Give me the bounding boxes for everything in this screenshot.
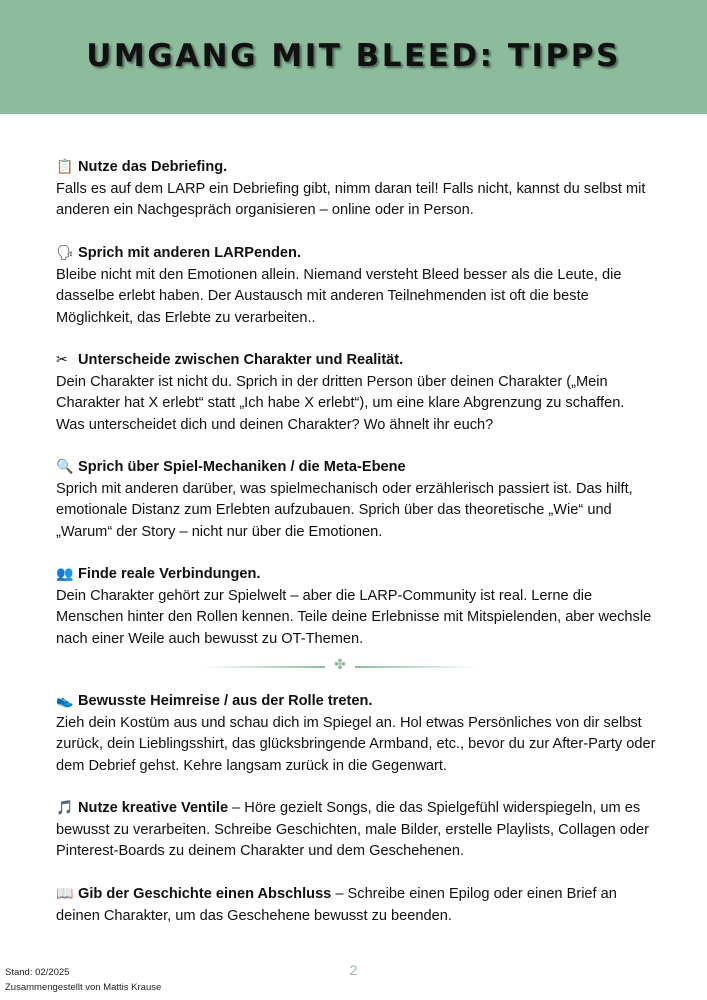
tip-title: Unterscheide zwischen Charakter und Realität.	[78, 352, 404, 368]
tip-story-closure	[56, 884, 656, 927]
music-note-icon: 🎵	[56, 800, 74, 816]
tip-real-connections	[56, 564, 656, 650]
magnifier-icon: 🔍	[56, 459, 74, 475]
tip-title: Nutze das Debriefing.	[78, 159, 228, 175]
people-icon: 👥	[56, 566, 74, 582]
tip-creative-outlets	[56, 798, 656, 863]
tip-talk-to-larpers	[56, 243, 656, 329]
tip-title: Gib der Geschichte einen Abschluss	[78, 886, 332, 902]
ornament-icon: ✤	[334, 657, 346, 673]
tip-text: Zieh dein Kostüm aus und schau dich im Spiegel an. Hol etwas Persönliches von dir selbst zurück, dein Lieblingsshirt, das glücksbringende Armband, etc., bevor du zur After-Party oder dem Debrief gehst. Kehre langsam zurück in die Gegenwart.	[56, 714, 656, 774]
tip-text: – Schreibe einen Epilog oder einen Brief an deinen Charakter, um das Geschehene bewusst zu beenden.	[56, 886, 617, 924]
divider-line-left	[200, 666, 325, 668]
open-book-icon: 📖	[56, 886, 74, 902]
tip-text: Sprich mit anderen darüber, was spielmechanisch oder erzählerisch passiert ist. Das hilft, emotionale Distanz zum Erlebten aufzubauen. Sprich über das theoretische „Wie“ und „Warum“ der Story – nicht nur über die Emotionen.	[56, 480, 633, 540]
shoe-icon: 👟	[56, 693, 74, 709]
tip-text: Dein Charakter ist nicht du. Sprich in der dritten Person über deinen Charakter („Mein Charakter hat X erlebt“ statt „Ich habe X erlebt“), um eine klare Abgrenzung zu schaffen. Was unterscheidet dich und deinen Charakter? Wo ähnelt ihr euch?	[56, 373, 625, 433]
page-title: UMGANG MIT BLEED: TIPPS	[86, 38, 621, 74]
tip-conscious-return	[56, 691, 656, 777]
tip-character-vs-reality	[56, 350, 656, 436]
tip-title: Finde reale Verbindungen.	[78, 566, 261, 582]
tip-text: – Höre gezielt Songs, die das Spielgefühl widerspiegeln, um es bewusst zu verarbeiten. Schreibe Geschichten, male Bilder, erstelle Playlists, Collagen oder Pinterest-Boards zu deinem Charakter und dem Geschehenen.	[56, 800, 649, 859]
tip-title: Nutze kreative Ventile	[78, 800, 229, 816]
tip-text: Dein Charakter gehört zur Spielwelt – aber die LARP-Community ist real. Lerne die Menschen hinter den Rollen kennen. Teile deine Erlebnisse mit Mitspielenden, aber wechsle nach einer Weile auch bewusst zu OT-Themen.	[56, 587, 652, 647]
section-divider	[200, 658, 480, 676]
page-number: 2	[349, 962, 358, 978]
clipboard-icon: 📋	[56, 159, 74, 175]
tip-debriefing	[56, 157, 656, 222]
header-banner	[0, 0, 707, 114]
speaking-head-icon: 🗣	[56, 245, 74, 261]
tip-title: Bewusste Heimreise / aus der Rolle treten.	[78, 693, 373, 709]
tip-title: Sprich mit anderen LARPenden.	[78, 245, 301, 261]
tip-text: Falls es auf dem LARP ein Debriefing gibt, nimm daran teil! Falls nicht, kannst du selbst mit anderen ein Nachgespräch organisieren – online oder in Person.	[56, 180, 646, 218]
scissors-icon: ✂	[56, 352, 68, 368]
footer-stand: Stand: 02/2025	[5, 967, 70, 978]
divider-line-right	[355, 666, 480, 668]
tip-title: Sprich über Spiel-Mechaniken / die Meta-Ebene	[78, 459, 406, 475]
tip-meta-level	[56, 457, 656, 543]
footer-author: Zusammengestellt von Mattis Krause	[5, 982, 162, 993]
tip-text: Bleibe nicht mit den Emotionen allein. Niemand versteht Bleed besser als die Leute, die dasselbe erlebt haben. Der Austausch mit anderen Teilnehmenden ist oft die beste Möglichkeit, das Erlebte zu verarbeiten..	[56, 266, 622, 326]
